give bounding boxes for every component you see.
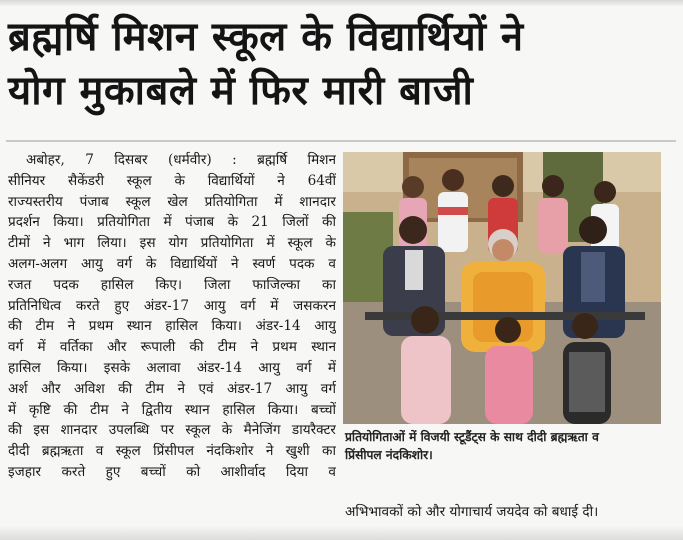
article-headline (8, 10, 676, 118)
body-line: वर्ग में वर्तिका और रूपाली की टीम ने प्रथम स्थान (8, 339, 336, 356)
page-bottom-edge (0, 526, 683, 540)
page-top-edge (0, 0, 683, 6)
body-line: प्रतिनिधित्व करते हुए अंडर-17 आयु वर्ग में जसकरन (8, 297, 336, 314)
body-line: में कृष्टि की टीम ने द्वितीय स्थान हासिल किया। बच्चों (8, 401, 336, 418)
headline-divider (6, 140, 676, 142)
body-line: टीमों ने भाग लिया। इस योग प्रतियोगिता में स्कूल के (8, 235, 336, 252)
caption-line-1: प्रतियोगिताओं में विजयी स्टूडैंट्स के साथ दीदी ब्रह्मऋता व (345, 430, 599, 444)
body-line: की टीम ने प्रथम स्थान हासिल किया। अंडर-14 आयु (8, 318, 336, 335)
article-continuation: अभिभावकों को और योगाचार्य जयदेव को बधाई दी। (345, 504, 599, 520)
body-line: अबोहर, 7 दिसबर (धर्मवीर) : ब्रह्मर्षि मिशन (26, 152, 336, 168)
body-line: राज्यस्तरीय पंजाब स्कूल खेल प्रतियोगिता में शानदार (8, 193, 336, 210)
body-line: की इस शानदार उपलब्धि पर स्कूल के मैनेजिंग डायरैक्टर (8, 422, 336, 439)
body-line: इजहार करते हुए बच्चों को आशीर्वाद दिया व (8, 463, 336, 480)
body-line: दीदी ब्रह्मऋता व स्कूल प्रिंसीपल नंदकिशोर ने खुशी का (8, 443, 336, 460)
article-body (8, 150, 336, 483)
headline-line-1: ब्रह्मर्षि मिशन स्कूल के विद्यार्थियों ने (8, 14, 524, 60)
group-photo (343, 152, 661, 424)
headline-line-2: योग मुकाबले में फिर मारी बाजी (8, 68, 474, 114)
body-line: हासिल किया। इसके अलावा अंडर-14 आयु वर्ग में (8, 359, 336, 376)
body-line: सीनियर सैकेंडरी स्कूल के विद्यार्थियों ने 64वीं (8, 172, 336, 189)
photo-caption (345, 428, 667, 464)
body-line: अर्श और अविश की टीम ने एवं अंडर-17 आयु वर्ग (8, 380, 336, 397)
body-line: रजत पदक हासिल किए। जिला फाजिल्का का (8, 276, 336, 293)
body-line: अलग-अलग आयु वर्ग के विद्यार्थियों ने स्वर्ण पदक व (8, 255, 336, 272)
body-line: प्रदर्शन किया। प्रतियोगिता में पंजाब के 21 जिलों की (8, 214, 336, 231)
caption-line-2: प्रिंसीपल नंदकिशोर। (345, 448, 433, 462)
